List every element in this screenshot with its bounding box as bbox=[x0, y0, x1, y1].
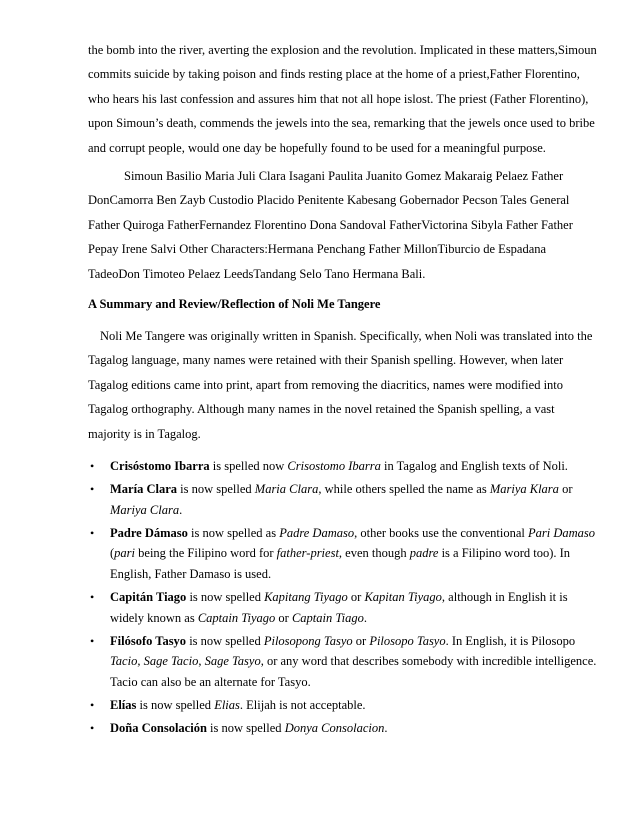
bullet-icon: • bbox=[90, 698, 95, 713]
name-spelling-list bbox=[88, 456, 600, 739]
section-heading: A Summary and Review/Reflection of Noli Me Tangere bbox=[88, 297, 381, 312]
characters-paragraph: Simoun Basilio Maria Juli Clara Isagani Paulita Juanito Gomez Makaraig Pelaez Father DonCamorra Ben Zayb Custodio Placido Penitente Kabesang Gobernador Pecson Tales General Father Quiroga FatherFernandez Florentino Dona Sandoval FatherVictorina Sibyla Father Father Pepay Irene Salvi Other Characters:Hermana Penchang Father MillonTiburcio de Espadana TadeoDon Timoteo Pelaez LeedsTandang Selo Tano Hermana Bali. bbox=[88, 169, 573, 281]
list-item: • Elías is now spelled Elias. Elijah is not acceptable. bbox=[88, 695, 600, 716]
bullet-icon: • bbox=[90, 633, 95, 648]
list-item: • Padre Dámaso is now spelled as Padre Damaso, other books use the conventional Pari Damaso (pari being the Filipino word for father-priest, even though padre is a Filipino word too). In English, Father Damaso is used. bbox=[88, 523, 600, 585]
intro-paragraph: Noli Me Tangere was originally written in Spanish. Specifically, when Noli was translated into the Tagalog language, many names were retained with their Spanish spelling. However, when later Tagalog editions came into print, apart from removing the diacritics, names were modified into Tagalog orthography. Although many names in the novel retained the Spanish spelling, a vast majority is in Tagalog. bbox=[88, 329, 593, 441]
bullet-icon: • bbox=[90, 525, 95, 540]
list-item: • Capitán Tiago is now spelled Kapitang Tiyago or Kapitan Tiyago, although in English it is widely known as Captain Tiyago or Captain Tiago. bbox=[88, 587, 600, 628]
list-item: • Doña Consolación is now spelled Donya Consolacion. bbox=[88, 718, 600, 739]
bullet-icon: • bbox=[90, 721, 95, 736]
bullet-icon: • bbox=[90, 590, 95, 605]
top-paragraph: the bomb into the river, averting the explosion and the revolution. Implicated in these matters,Simoun commits suicide by taking poison and finds resting place at the home of a priest,Father Florentino, who hears his last confession and assures him that not all hope islost. The priest (Father Florentino), upon Simoun’s death, commends the jewels into the sea, remarking that the jewels once used to bribe and corrupt people, would one day be hopefully found to be used for a meaningful purpose. bbox=[88, 43, 597, 155]
bullet-icon: • bbox=[90, 459, 95, 474]
bullet-icon: • bbox=[90, 482, 95, 497]
list-item: • Crisóstomo Ibarra is spelled now Crisostomo Ibarra in Tagalog and English texts of Noli. bbox=[88, 456, 600, 477]
list-item: • María Clara is now spelled Maria Clara, while others spelled the name as Mariya Klara or Mariya Clara. bbox=[88, 479, 600, 520]
list-item: • Filósofo Tasyo is now spelled Pilosopong Tasyo or Pilosopo Tasyo. In English, it is Pilosopo Tacio, Sage Tacio, Sage Tasyo, or any word that describes somebody with incredible intelligence. Tacio can also be an alternate for Tasyo. bbox=[88, 631, 600, 693]
document-page bbox=[88, 38, 600, 741]
